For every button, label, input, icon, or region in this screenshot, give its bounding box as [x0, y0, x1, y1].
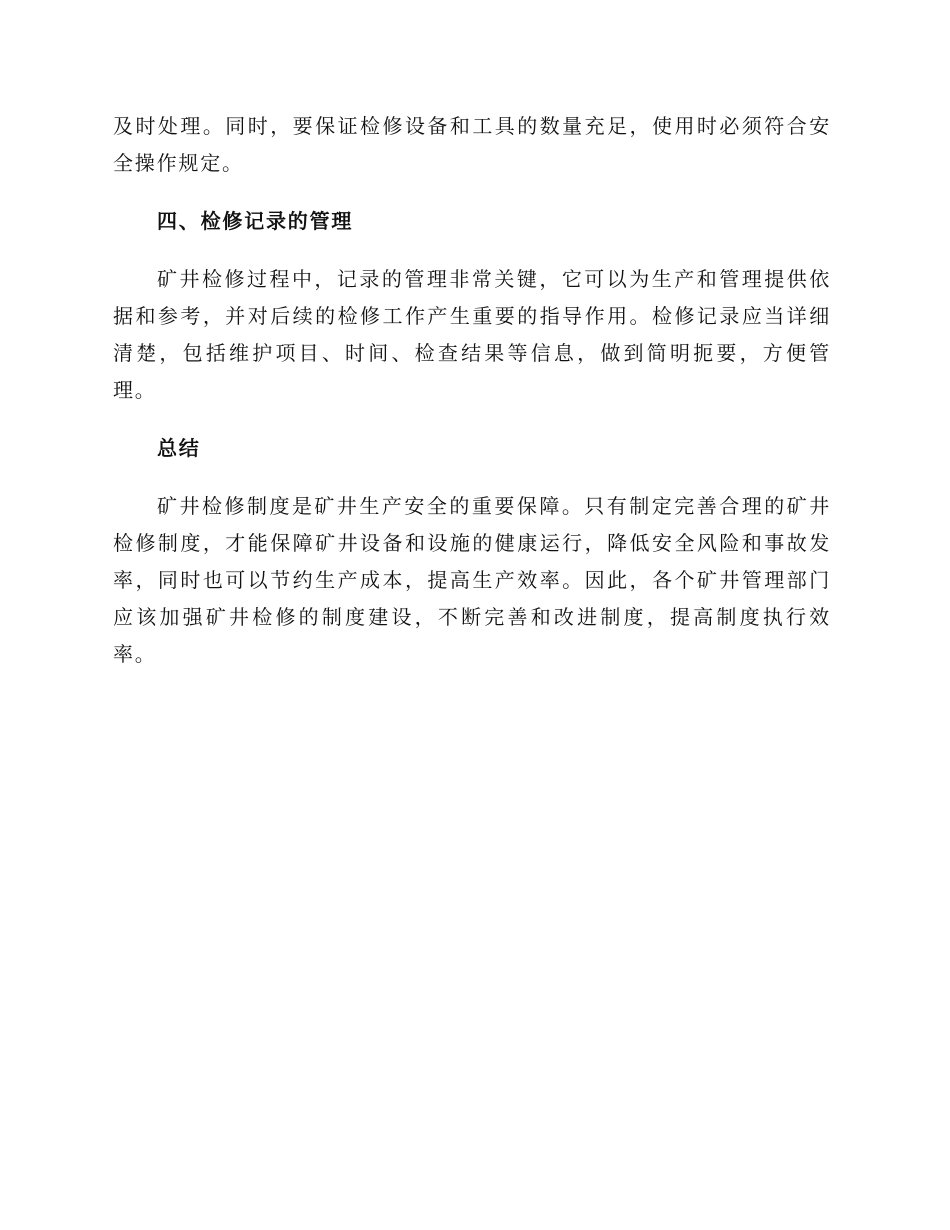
document-body — [113, 108, 831, 673]
section-heading-maintenance-records: 四、检修记录的管理 — [157, 209, 354, 233]
paragraph-summary: 矿井检修制度是矿井生产安全的重要保障。只有制定完善合理的矿井检修制度，才能保障矿井设备和设施的健康运行，降低安全风险和事故发率，同时也可以节约生产成本，提高生产效率。因此，各个矿井管理部门应该加强矿井检修的制度建设，不断完善和改进制度，提高制度执行效率。 — [113, 494, 831, 666]
section-heading-summary: 总结 — [157, 436, 201, 460]
paragraph-continued: 及时处理。同时，要保证检修设备和工具的数量充足，使用时必须符合安全操作规定。 — [113, 114, 831, 175]
paragraph-maintenance-records: 矿井检修过程中，记录的管理非常关键，它可以为生产和管理提供依据和参考，并对后续的检修工作产生重要的指导作用。检修记录应当详细清楚，包括维护项目、时间、检查结果等信息，做到简明扼要，方便管理。 — [113, 267, 831, 402]
